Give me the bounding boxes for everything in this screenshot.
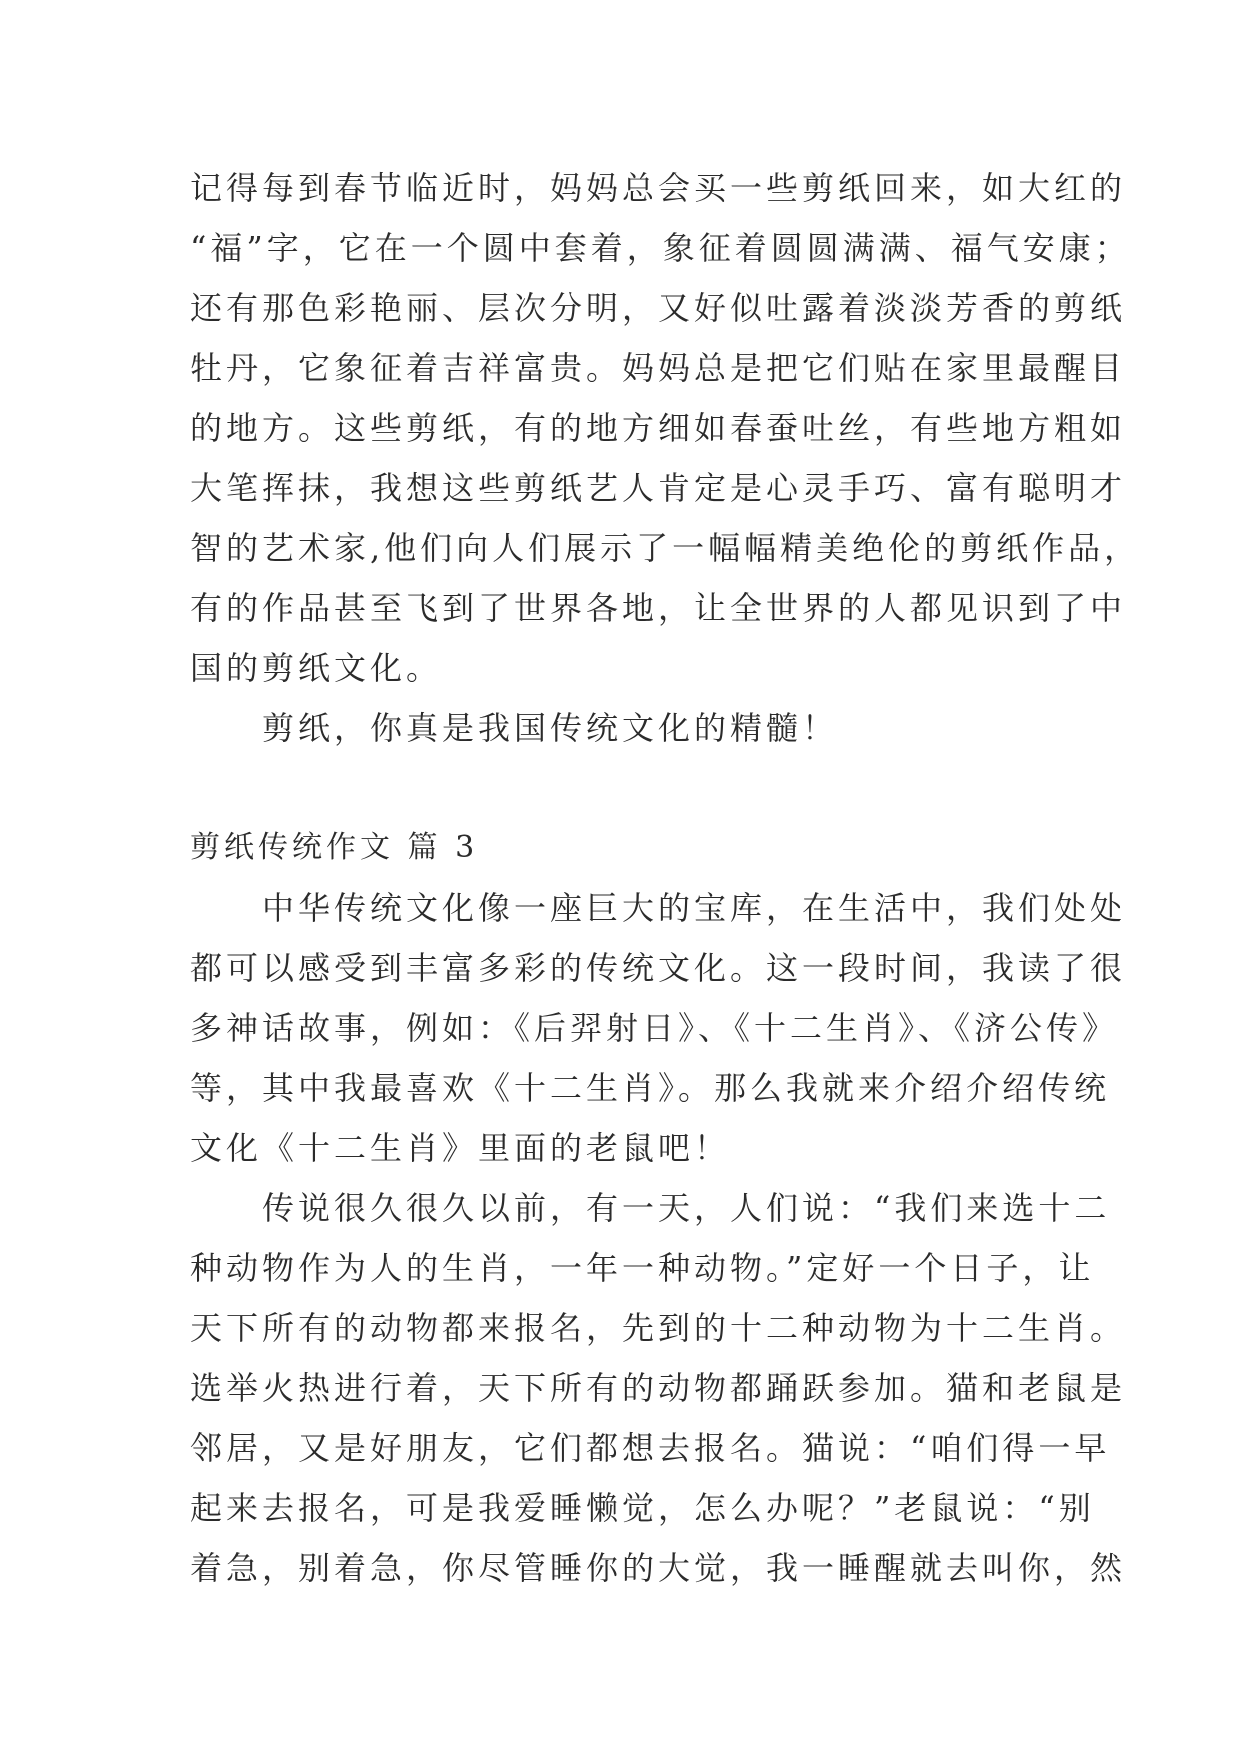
text-line: 多神话故事，例如：《后羿射日》、《十二生肖》、《济公传》 bbox=[190, 1009, 1119, 1047]
text-line: 的地方。这些剪纸，有的地方细如春蚕吐丝，有些地方粗如 bbox=[190, 409, 1127, 447]
text-line: 文化《十二生肖》里面的老鼠吧！ bbox=[190, 1129, 731, 1167]
text-line: 邻居，又是好朋友，它们都想去报名。猫说：“咱们得一早 bbox=[190, 1429, 1111, 1467]
text-line: 智的艺术家,他们向人们展示了一幅幅精美绝伦的剪纸作品， bbox=[190, 529, 1141, 567]
text-line: 传说很久很久以前，有一天，人们说：“我们来选十二 bbox=[190, 1189, 1111, 1227]
paragraph-spacer bbox=[190, 758, 1050, 818]
section-heading: 剪纸传统作文 篇 3 bbox=[190, 830, 479, 865]
text-line: 牡丹，它象征着吉祥富贵。妈妈总是把它们贴在家里最醒目 bbox=[190, 349, 1127, 387]
text-line: 起来去报名，可是我爱睡懒觉，怎么办呢？”老鼠说：“别 bbox=[190, 1489, 1095, 1527]
paragraph bbox=[190, 1178, 1127, 1598]
text-line: 国的剪纸文化。 bbox=[190, 649, 443, 687]
text-line: 天下所有的动物都来报名，先到的十二种动物为十二生肖。 bbox=[190, 1309, 1127, 1347]
text-line: 大笔挥抹，我想这些剪纸艺人肯定是心灵手巧、富有聪明才 bbox=[190, 469, 1127, 507]
text-line: 种动物作为人的生肖，一年一种动物。”定好一个日子，让 bbox=[190, 1249, 1095, 1287]
paragraph bbox=[190, 878, 1127, 1178]
paragraph bbox=[190, 158, 1141, 698]
text-line: 记得每到春节临近时，妈妈总会买一些剪纸回来，如大红的 bbox=[190, 169, 1127, 207]
text-line: 还有那色彩艳丽、层次分明，又好似吐露着淡淡芳香的剪纸 bbox=[190, 289, 1127, 327]
text-line: 剪纸，你真是我国传统文化的精髓！ bbox=[190, 709, 839, 747]
text-line: 有的作品甚至飞到了世界各地，让全世界的人都见识到了中 bbox=[190, 589, 1127, 627]
text-line: 都可以感受到丰富多彩的传统文化。这一段时间，我读了很 bbox=[190, 949, 1127, 987]
text-line: 着急，别着急，你尽管睡你的大觉，我一睡醒就去叫你，然 bbox=[190, 1549, 1127, 1587]
paragraph bbox=[190, 698, 1050, 758]
text-line: 选举火热进行着，天下所有的动物都踊跃参加。猫和老鼠是 bbox=[190, 1369, 1127, 1407]
document-body bbox=[190, 158, 1141, 1598]
text-line: “福”字，它在一个圆中套着，象征着圆圆满满、福气安康； bbox=[190, 229, 1131, 267]
text-line: 等，其中我最喜欢《十二生肖》。那么我就来介绍介绍传统 bbox=[190, 1069, 1111, 1107]
text-line: 中华传统文化像一座巨大的宝库，在生活中，我们处处 bbox=[190, 889, 1127, 927]
